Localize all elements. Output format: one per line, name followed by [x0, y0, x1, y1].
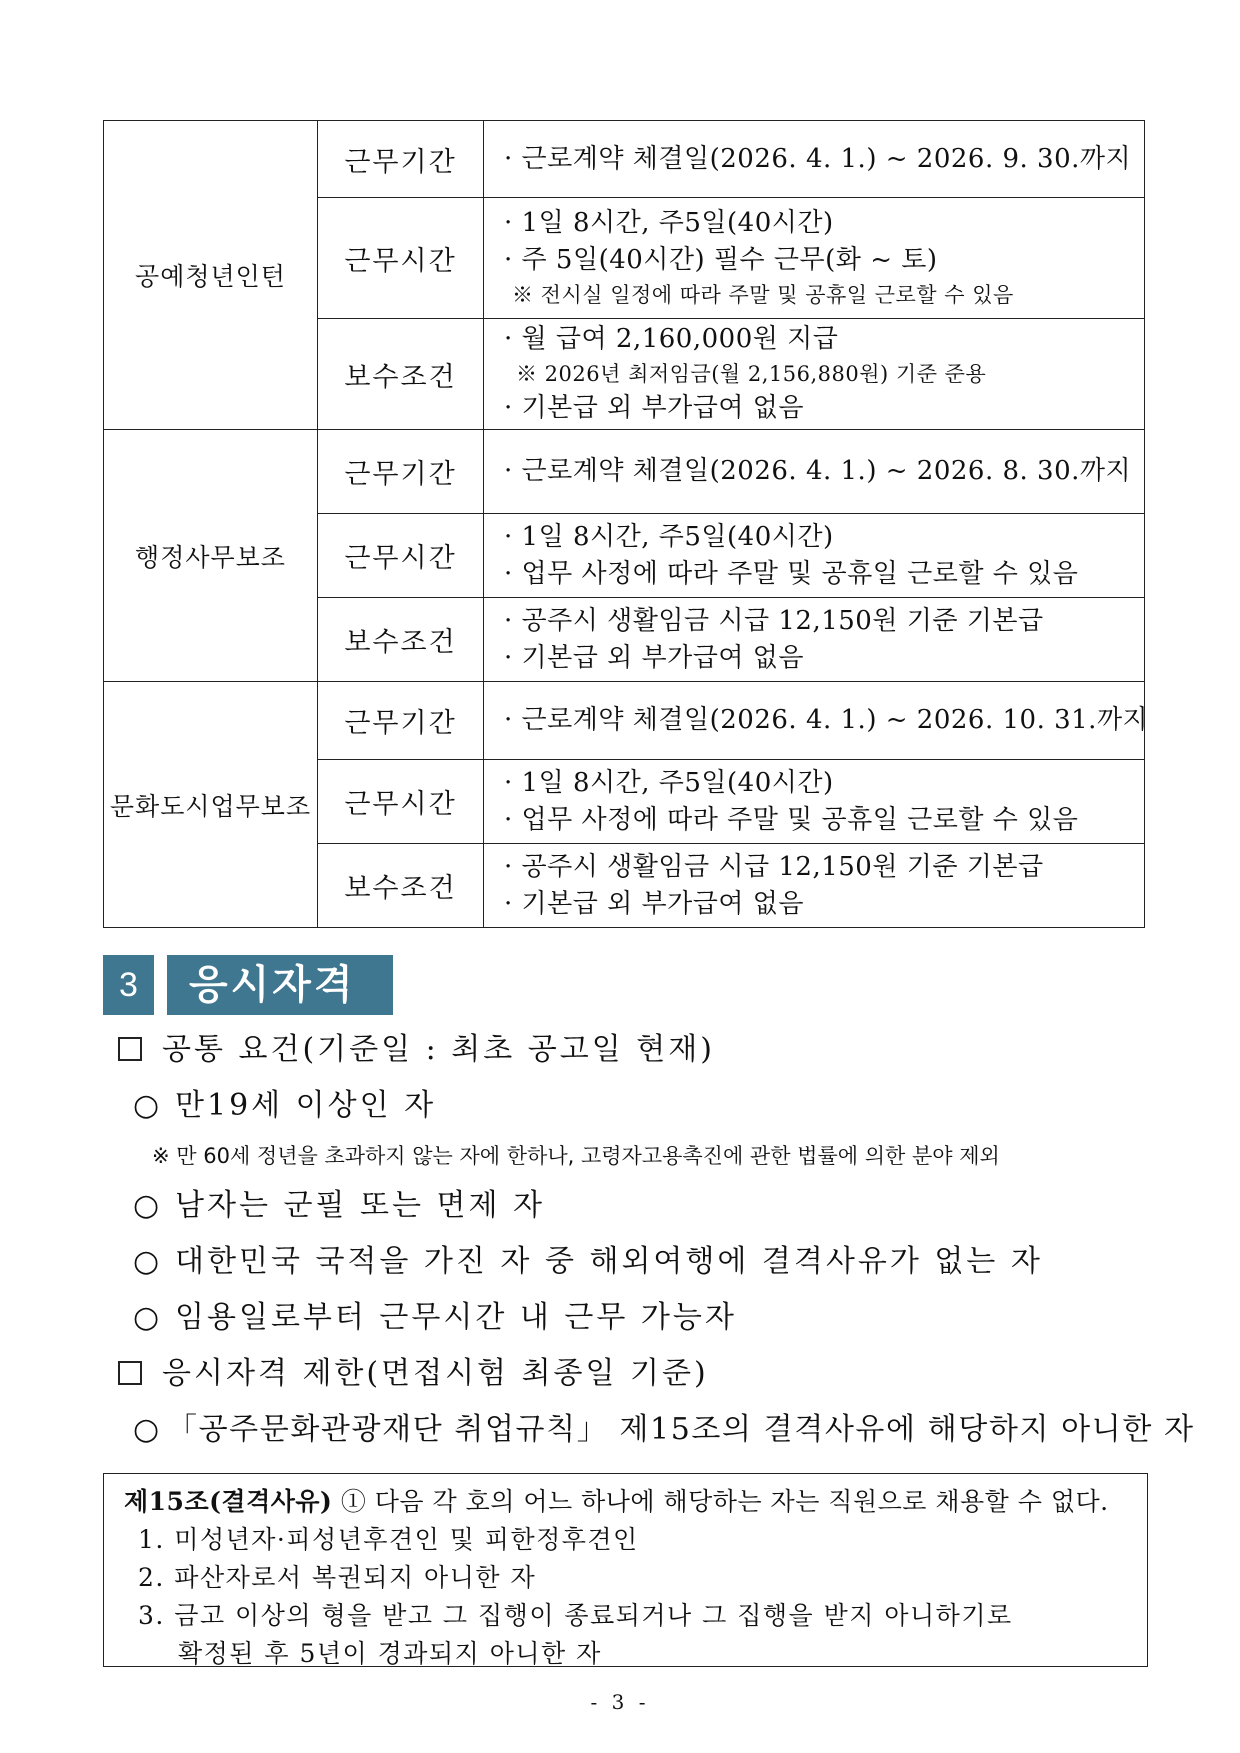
- category-cell: 근무기간: [318, 682, 484, 760]
- description-line: · 근로계약 체결일(2026. 4. 1.) ~ 2026. 10. 31.까지: [504, 705, 1149, 735]
- description-cell: [484, 198, 1145, 319]
- description-line: · 근로계약 체결일(2026. 4. 1.) ~ 2026. 8. 30.까지: [504, 456, 1132, 486]
- list-item: [133, 1180, 545, 1224]
- heading-text: 응시자격 제한(면접시험 최종일 기준): [162, 1356, 709, 1391]
- position-cell: 문화도시업무보조: [104, 682, 318, 928]
- checkbox-square-icon: [118, 1037, 142, 1061]
- category-cell: 보수조건: [318, 844, 484, 928]
- description-line: · 1일 8시간, 주5일(40시간): [504, 208, 834, 238]
- circle-bullet-icon: ○: [133, 1412, 161, 1447]
- description-note: ※ 2026년 최저임금(월 2,156,880원) 기준 준용: [516, 362, 987, 386]
- age-note: ※ 만 60세 정년을 초과하지 않는 자에 한하나, 고령자고용촉진에 관한 법률에 의한 분야 제외: [152, 1144, 1000, 1168]
- description-note: ※ 전시실 일정에 따라 주말 및 공휴일 근로할 수 있음: [512, 283, 1014, 307]
- description-line: · 업무 사정에 따라 주말 및 공휴일 근로할 수 있음: [504, 558, 1079, 589]
- circle-bullet-icon: ○: [133, 1300, 163, 1335]
- description-line: · 1일 8시간, 주5일(40시간): [504, 521, 834, 552]
- category-cell: 근무시간: [318, 760, 484, 844]
- description-line: · 공주시 생활임금 시급 12,150원 기준 기본급: [504, 851, 1044, 882]
- section-number: 3: [103, 955, 154, 1015]
- description-cell: [484, 121, 1145, 198]
- category-cell: 근무시간: [318, 198, 484, 319]
- article-item: 3. 금고 이상의 형을 받고 그 집행이 종료되거나 그 집행을 받지 아니하기로: [138, 1601, 1013, 1630]
- description-cell: [484, 760, 1145, 844]
- common-requirements-heading: [118, 1024, 715, 1068]
- section-title: 응시자격: [167, 955, 393, 1015]
- description-line: · 1일 8시간, 주5일(40시간): [504, 767, 834, 798]
- category-cell: 보수조건: [318, 598, 484, 682]
- heading-text: 공통 요건(기준일 : 최초 공고일 현재): [162, 1032, 715, 1067]
- description-line: · 기본급 외 부가급여 없음: [504, 888, 804, 919]
- table-row: [104, 682, 1145, 760]
- list-item: [133, 1236, 1043, 1280]
- list-item-text: 임용일로부터 근무시간 내 근무 가능자: [175, 1300, 737, 1335]
- category-cell: 보수조건: [318, 319, 484, 430]
- table-row: [104, 430, 1145, 514]
- list-item: [133, 1404, 1195, 1448]
- description-line: · 월 급여 2,160,000원 지급: [504, 324, 839, 354]
- list-item-text: 「공주문화관광재단 취업규칙」 제15조의 결격사유에 해당하지 아니한 자: [167, 1412, 1195, 1447]
- restriction-heading: [118, 1348, 709, 1392]
- page-number: - 3 -: [590, 1690, 650, 1714]
- circle-bullet-icon: ○: [133, 1188, 163, 1223]
- article-title: 제15조(결격사유): [124, 1487, 333, 1516]
- list-item: [133, 1292, 737, 1336]
- checkbox-square-icon: [118, 1361, 142, 1385]
- employment-conditions-table: [103, 120, 1149, 928]
- description-cell: [484, 844, 1145, 928]
- article-item: 1. 미성년자·피성년후견인 및 피한정후견인: [138, 1525, 639, 1554]
- position-cell: 공예청년인턴: [104, 121, 318, 430]
- circle-bullet-icon: ○: [133, 1088, 163, 1123]
- description-line: · 공주시 생활임금 시급 12,150원 기준 기본급: [504, 605, 1044, 636]
- list-item-text: 만19세 이상인 자: [175, 1088, 437, 1123]
- category-cell: 근무시간: [318, 514, 484, 598]
- description-cell: [484, 319, 1145, 430]
- article-item-continuation: 확정된 후 5년이 경과되지 아니한 자: [178, 1639, 602, 1668]
- list-item-text: 남자는 군필 또는 면제 자: [175, 1188, 545, 1223]
- description-line: · 근로계약 체결일(2026. 4. 1.) ~ 2026. 9. 30.까지: [504, 143, 1132, 174]
- article-intro: ① 다음 각 호의 어느 하나에 해당하는 자는 직원으로 채용할 수 없다.: [340, 1487, 1109, 1516]
- list-item: [133, 1080, 436, 1124]
- list-item-text: 대한민국 국적을 가진 자 중 해외여행에 결격사유가 없는 자: [175, 1244, 1043, 1279]
- circle-bullet-icon: ○: [133, 1244, 163, 1279]
- description-line: · 주 5일(40시간) 필수 근무(화 ~ 토): [504, 245, 938, 275]
- description-cell: [484, 514, 1145, 598]
- article-box: [103, 1473, 1148, 1667]
- description-cell: [484, 682, 1149, 760]
- description-cell: [484, 598, 1145, 682]
- description-cell: [484, 430, 1145, 514]
- category-cell: 근무기간: [318, 430, 484, 514]
- category-cell: 근무기간: [318, 121, 484, 198]
- table-row: [104, 121, 1145, 198]
- description-line: · 업무 사정에 따라 주말 및 공휴일 근로할 수 있음: [504, 804, 1079, 835]
- position-cell: 행정사무보조: [104, 430, 318, 682]
- article-heading: [124, 1482, 1109, 1518]
- article-item: 2. 파산자로서 복권되지 아니한 자: [138, 1563, 537, 1592]
- description-line: · 기본급 외 부가급여 없음: [504, 642, 804, 673]
- description-line: · 기본급 외 부가급여 없음: [504, 393, 804, 423]
